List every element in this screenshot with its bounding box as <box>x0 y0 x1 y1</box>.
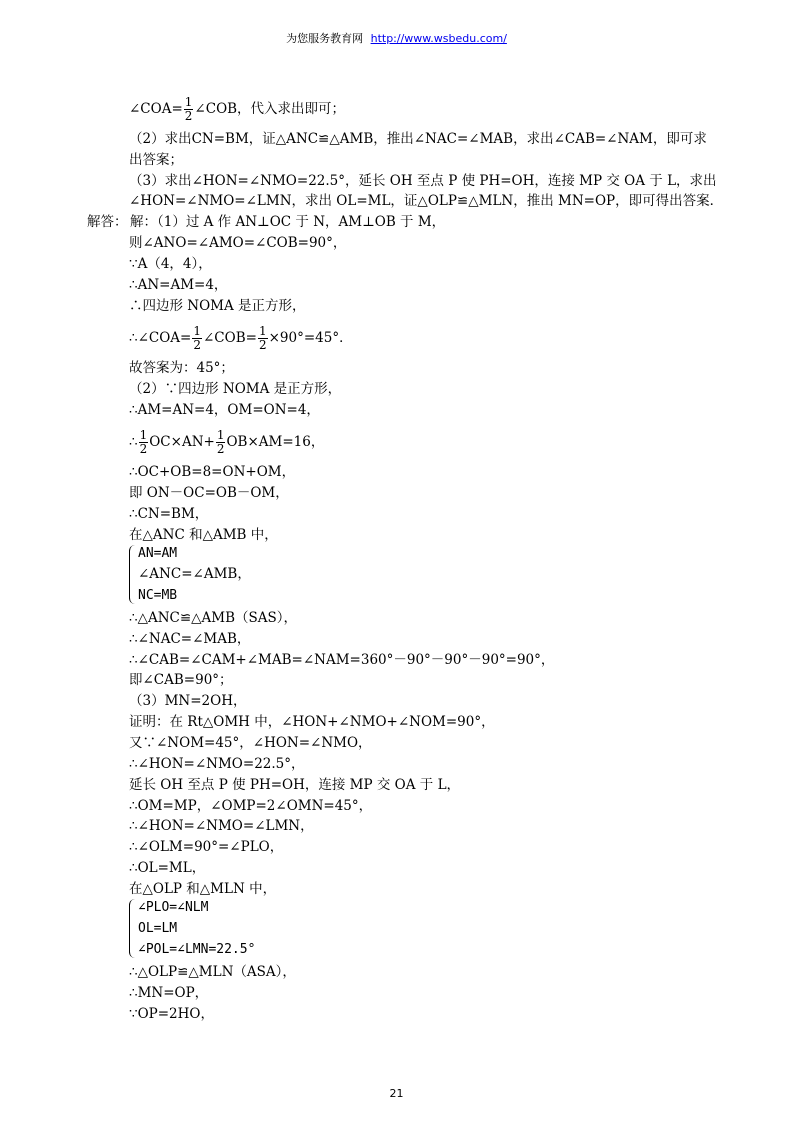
intro-text: ∠COA= <box>129 101 183 117</box>
solution-line: 则∠ANO=∠AMO=∠COB=90°， <box>129 235 347 251</box>
system-row: ∠ANC=∠AMB， <box>138 566 251 582</box>
solution-line: 证明：在 Rt△OMH 中，∠HON+∠NMO+∠NOM=90°， <box>129 714 495 730</box>
solution-line: ∴OM=MP，∠OMP=2∠OMN=45°， <box>129 798 373 814</box>
fraction-denominator: 2 <box>216 442 225 456</box>
header-url-link[interactable]: http://www.wsbedu.com/ <box>370 32 507 45</box>
header-site: 为您服务教育网 <box>286 32 364 45</box>
solution-line: ∴△OLP≌△MLN（ASA）， <box>129 964 296 980</box>
solution-text: ×90°=45°． <box>268 330 353 346</box>
fraction <box>139 429 149 456</box>
solution-line: （2）∵四边形 NOMA 是正方形， <box>129 381 342 397</box>
solution-text: OC×AN+ <box>149 434 215 450</box>
fraction-numerator: 1 <box>193 324 201 338</box>
solution-line: 解：（1）过 A 作 AN⊥OC 于 N，AM⊥OB 于 M， <box>130 214 446 230</box>
solution-line: ∴△ANC≌△AMB（SAS）， <box>129 610 298 626</box>
page-header <box>0 30 793 46</box>
solution-line: ∴AM=AN=4，OM=ON=4， <box>129 402 320 418</box>
fraction <box>184 96 194 123</box>
solution-line: ∴AN=AM=4， <box>129 277 228 293</box>
solution-line: ∴∠NAC=∠MAB， <box>129 631 251 647</box>
solution-text: ∠COB= <box>203 330 257 346</box>
solution-line: ∴∠HON=∠NMO=22.5°， <box>129 756 305 772</box>
intro-line-2: （2）求出CN=BM，证△ANC≌△AMB，推出∠NAC=∠MAB，求出∠CAB=∠NAM，即可求 <box>129 131 707 147</box>
intro-text: ∠COB，代入求出即可； <box>194 101 346 117</box>
solution-line: ∵A（4，4）， <box>129 256 212 272</box>
solution-line: ∵OP=2HO， <box>129 1006 214 1022</box>
solution-line: 即∠CAB=90°； <box>129 672 233 688</box>
solution-text: OB×AM=16， <box>226 434 325 450</box>
solution-line: 在△OLP 和△MLN 中， <box>129 881 277 897</box>
page-number: 21 <box>389 1087 404 1100</box>
fraction-numerator: 1 <box>139 428 148 442</box>
solution-line-fraction <box>129 429 324 456</box>
solution-line-fraction <box>129 325 353 352</box>
solution-line: 在△ANC 和△AMB 中， <box>129 527 278 543</box>
solution-line: ∴∠OLM=90°=∠PLO， <box>129 839 284 855</box>
solution-line: ∴OL=ML， <box>129 860 206 876</box>
intro-line-4: （3）求出∠HON=∠NMO=22.5°，延长 OH 至点 P 使 PH=OH，连接 MP 交 OA 于 L，求出 <box>129 173 717 189</box>
fraction-denominator: 2 <box>139 442 148 456</box>
solution-line: 延长 OH 至点 P 使 PH=OH，连接 MP 交 OA 于 L， <box>129 777 461 793</box>
solution-line: ∴∠CAB=∠CAM+∠MAB=∠NAM=360°－90°－90°－90°=90°， <box>129 652 555 668</box>
fraction-denominator: 2 <box>184 109 193 123</box>
system-row: ∠PLO=∠NLM <box>138 900 209 915</box>
solution-line: 又∵∠NOM=45°，∠HON=∠NMO， <box>129 735 372 751</box>
fraction-numerator: 1 <box>258 324 267 338</box>
solution-line: 即 ON－OC=OB－OM， <box>129 485 289 501</box>
intro-line-1 <box>129 96 345 123</box>
left-brace <box>129 545 136 604</box>
equation-system-2 <box>129 897 255 960</box>
system-row: AN=AM <box>138 546 178 561</box>
equation-system-1 <box>129 543 251 606</box>
fraction-denominator: 2 <box>193 338 201 352</box>
solution-text: ∴∠COA= <box>129 330 192 346</box>
fraction <box>258 325 268 352</box>
solution-line: ∴MN=OP， <box>129 985 209 1001</box>
solution-line: ∴OC+OB=8=ON+OM， <box>129 464 296 480</box>
solution-line: ∴四边形 NOMA 是正方形， <box>129 298 306 314</box>
fraction-numerator: 1 <box>184 95 193 109</box>
solution-line: （3）MN=2OH， <box>129 693 247 709</box>
solution-line: ∴∠HON=∠NMO=∠LMN， <box>129 818 314 834</box>
system-row: OL=LM <box>138 921 178 936</box>
system-row: ∠POL=∠LMN=22.5° <box>138 942 256 957</box>
intro-line-3: 出答案； <box>129 152 183 168</box>
solution-line: ∴CN=BM， <box>129 506 209 522</box>
fraction <box>192 325 202 352</box>
system-row: NC=MB <box>138 588 178 603</box>
fraction-numerator: 1 <box>216 428 225 442</box>
solution-line: 故答案为：45°； <box>129 360 234 376</box>
left-brace <box>129 899 136 958</box>
solution-label: 解答： <box>87 214 128 230</box>
fraction-denominator: 2 <box>258 338 267 352</box>
solution-text: ∴ <box>129 434 138 450</box>
intro-line-5: ∠HON=∠NMO=∠LMN，求出 OL=ML，证△OLP≌△MLN，推出 MN=OP，即可得出答案． <box>129 193 724 209</box>
fraction <box>216 429 226 456</box>
